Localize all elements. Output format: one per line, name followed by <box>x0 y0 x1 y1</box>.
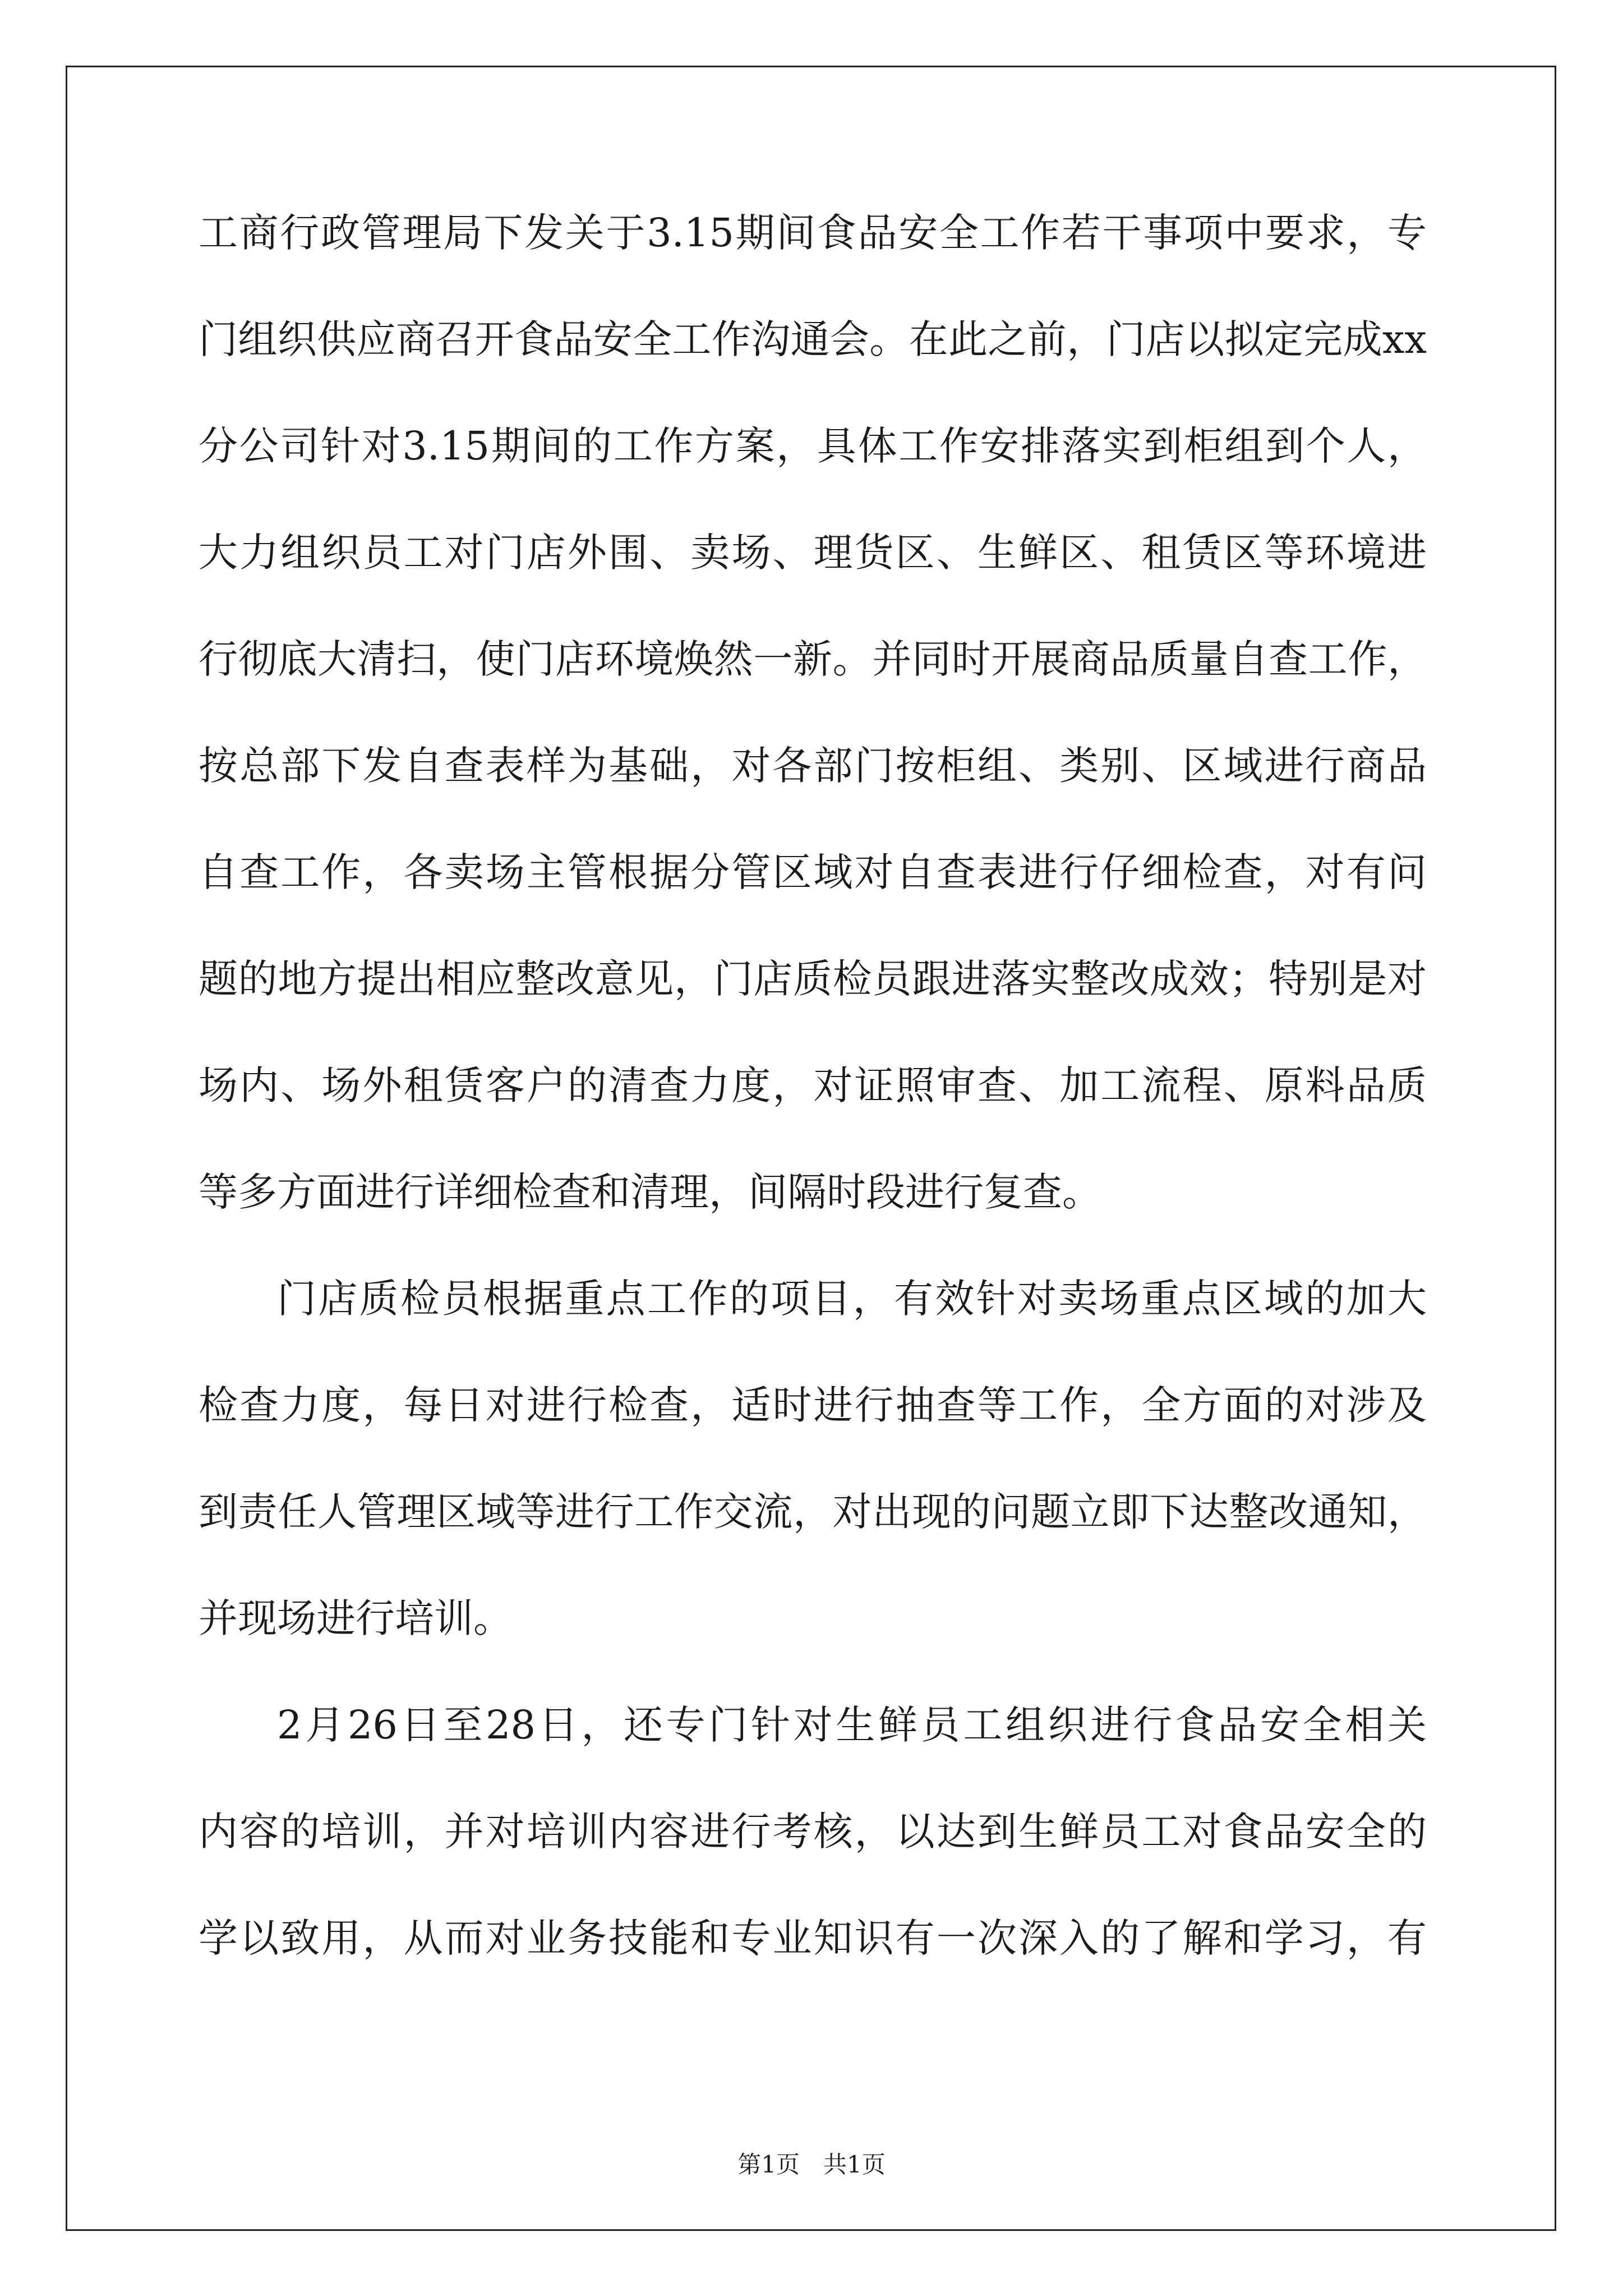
text-line-2: 门组织供应商召开食品安全工作沟通会。在此之前，门店以拟定完成xx <box>199 316 1427 362</box>
text-line-9: 场内、场外租赁客户的清查力度，对证照审查、加工流程、原料品质 <box>199 1062 1427 1108</box>
text-line-3: 分公司针对3.15期间的工作方案，具体工作安排落实到柜组到个人， <box>199 423 1427 469</box>
text-line-13: 到责任人管理区域等进行工作交流，对出现的问题立即下达整改通知， <box>199 1489 1427 1535</box>
page-footer <box>0 2153 1623 2177</box>
text-line-4: 大力组织员工对门店外围、卖场、理货区、生鲜区、租赁区等环境进 <box>199 530 1427 576</box>
text-line-15: 2月26日至28日，还专门针对生鲜员工组织进行食品安全相关 <box>277 1702 1427 1748</box>
text-line-17: 学以致用，从而对业务技能和专业知识有一次深入的了解和学习，有 <box>199 1915 1427 1961</box>
text-line-8: 题的地方提出相应整改意见，门店质检员跟进落实整改成效；特别是对 <box>199 956 1427 1002</box>
text-line-1: 工商行政管理局下发关于3.15期间食品安全工作若干事项中要求，专 <box>199 210 1427 256</box>
text-line-5: 行彻底大清扫，使门店环境焕然一新。并同时开展商品质量自查工作， <box>199 636 1427 682</box>
text-line-16: 内容的培训，并对培训内容进行考核，以达到生鲜员工对食品安全的 <box>199 1809 1427 1855</box>
text-line-6: 按总部下发自查表样为基础，对各部门按柜组、类别、区域进行商品 <box>199 743 1427 789</box>
text-line-10: 等多方面进行详细检查和清理，间隔时段进行复查。 <box>199 1169 1101 1215</box>
document-body <box>199 210 1427 2025</box>
page-number-label: 第1页 共1页 <box>737 2151 886 2178</box>
text-line-14: 并现场进行培训。 <box>199 1595 513 1641</box>
text-line-7: 自查工作，各卖场主管根据分管区域对自查表进行仔细检查，对有问 <box>199 849 1427 895</box>
text-line-12: 检查力度，每日对进行检查，适时进行抽查等工作，全方面的对涉及 <box>199 1382 1427 1428</box>
text-line-11: 门店质检员根据重点工作的项目，有效针对卖场重点区域的加大 <box>277 1276 1427 1322</box>
